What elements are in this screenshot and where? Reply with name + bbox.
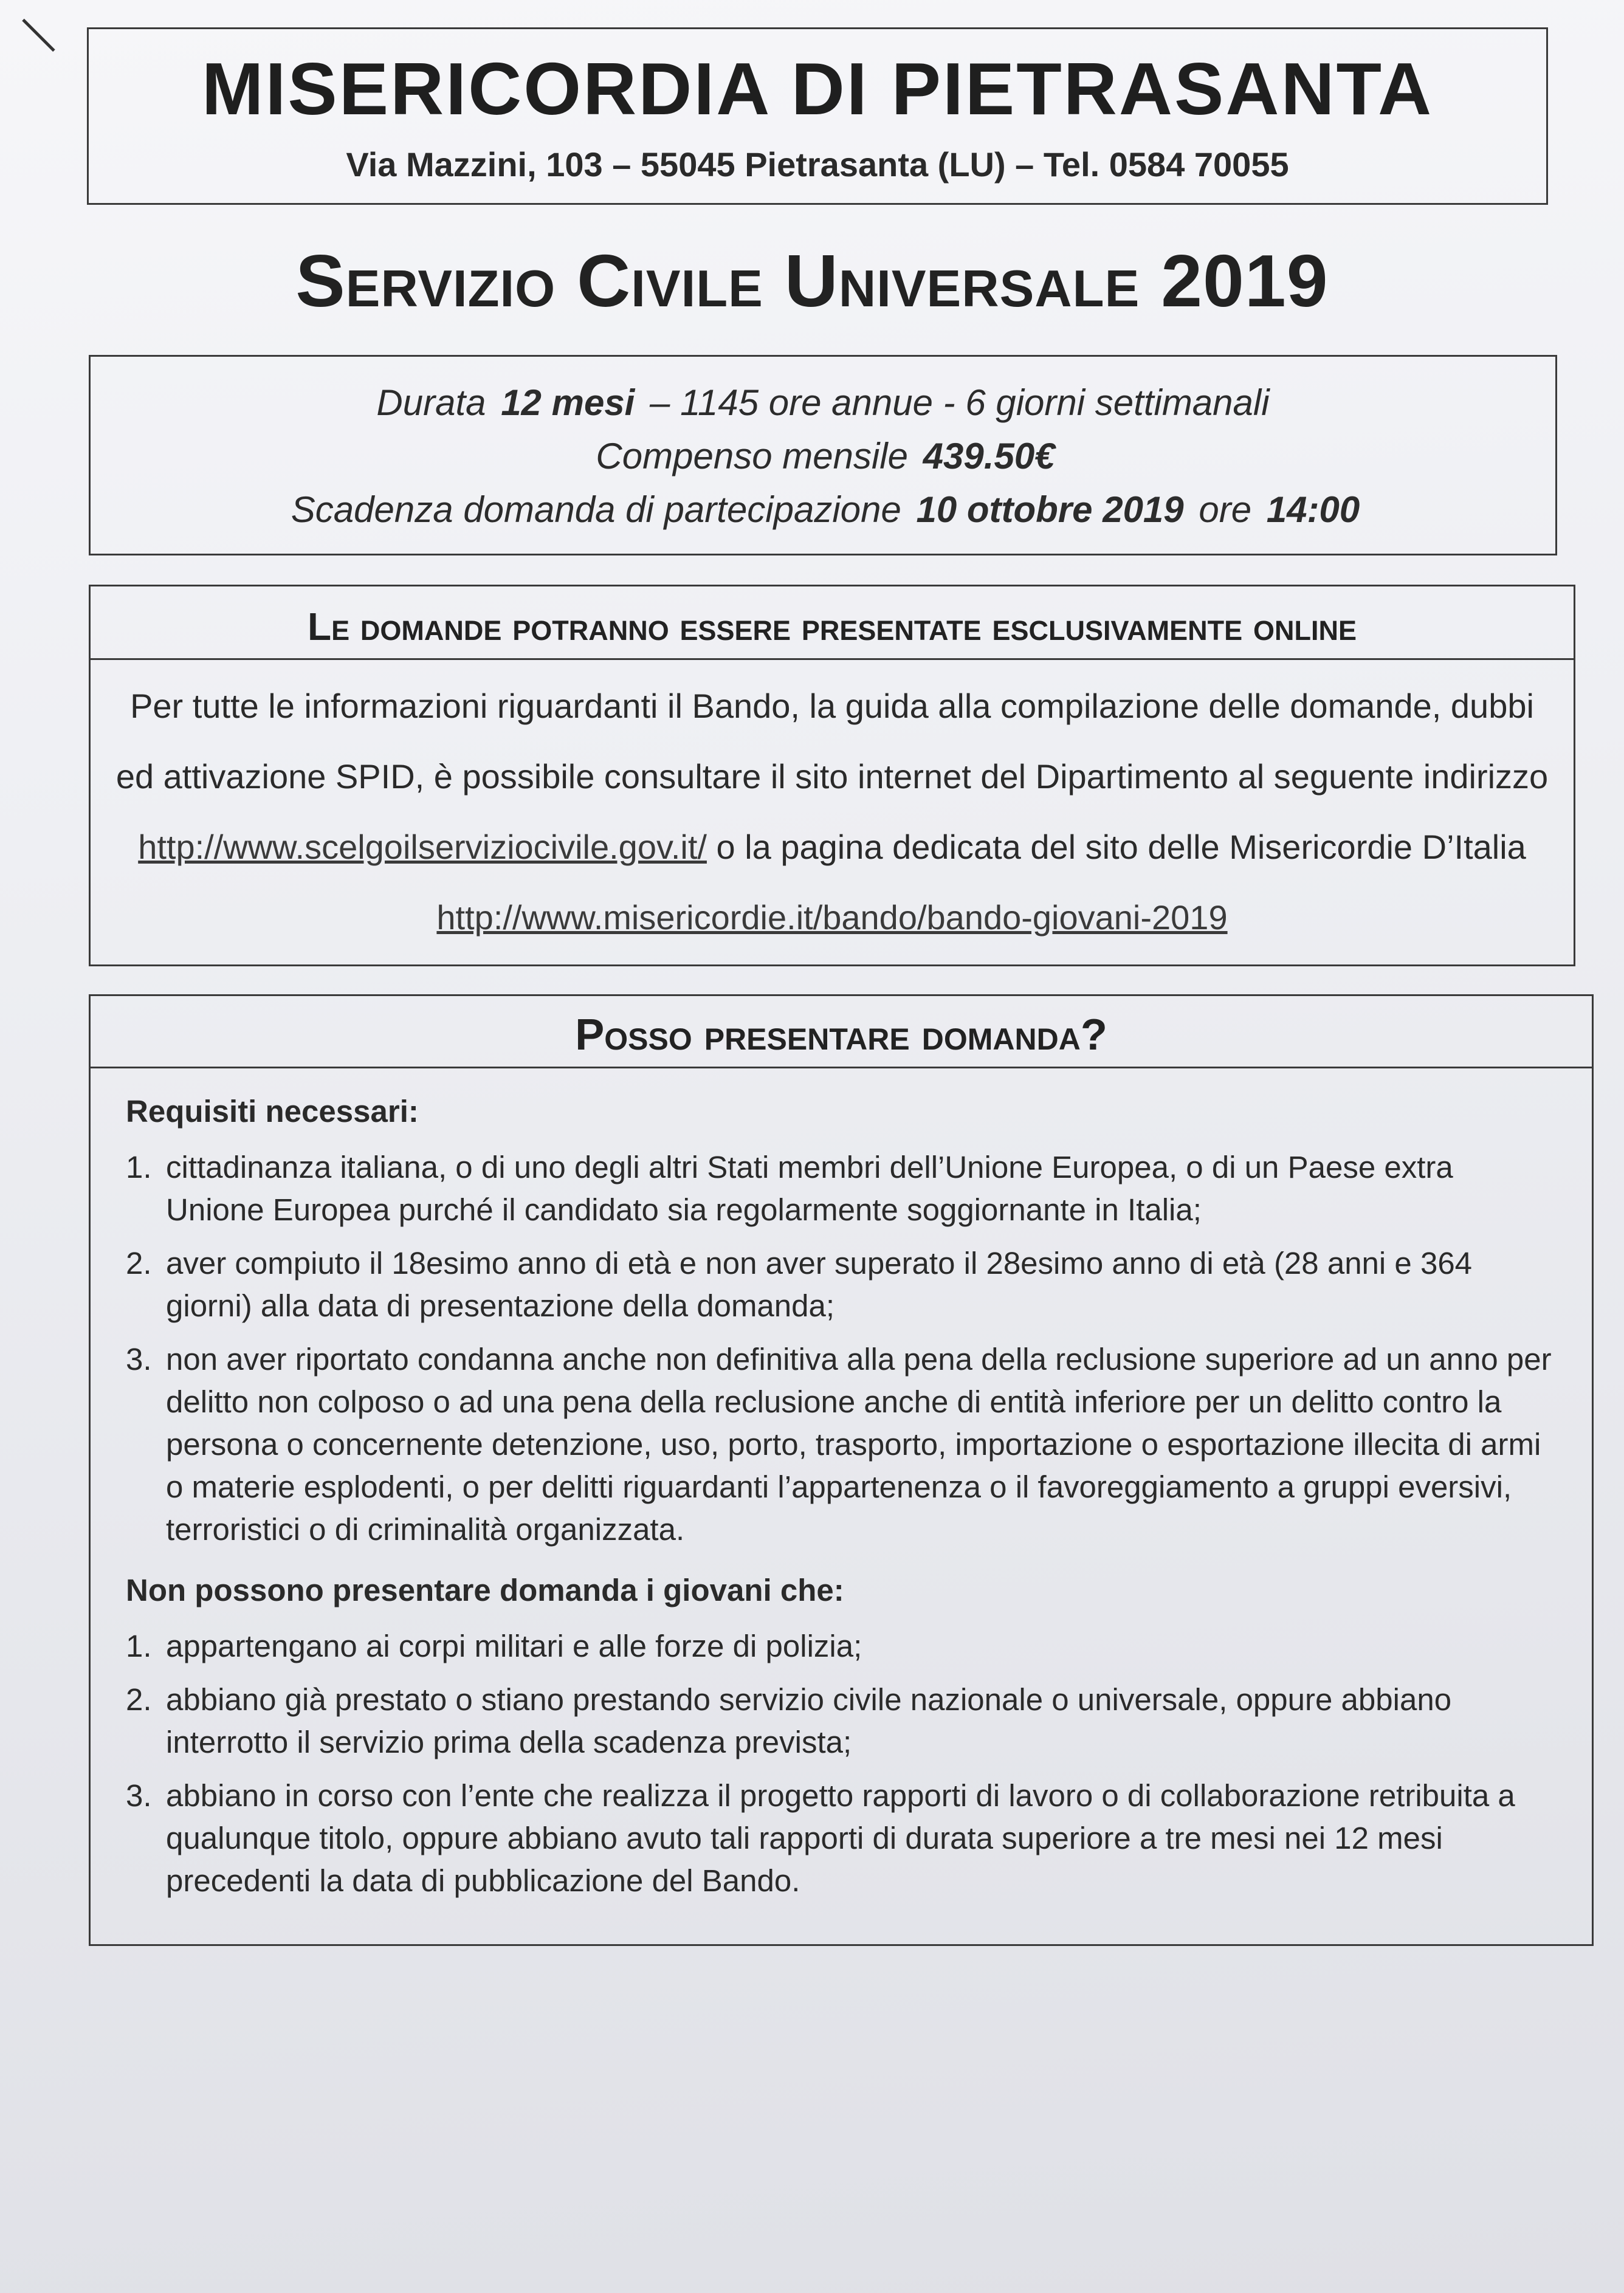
list-item-number: 2. — [126, 1682, 152, 1717]
scadenza-line — [91, 483, 1555, 537]
list-item-number: 2. — [126, 1246, 152, 1281]
posso-heading: Posso presentare domanda? — [91, 996, 1592, 1068]
esclusi-list — [126, 1625, 1555, 1902]
info-box — [89, 355, 1557, 555]
link-misericordie-bando[interactable]: http://www.misericordie.it/bando/bando-giovani-2019 — [436, 898, 1228, 937]
list-item-number: 1. — [126, 1629, 152, 1663]
requisiti-label: Requisiti necessari: — [126, 1094, 419, 1129]
list-item-number: 3. — [126, 1342, 152, 1377]
posso-body — [91, 1068, 1592, 1902]
list-item — [126, 1625, 1555, 1668]
durata-label: Durata — [376, 382, 497, 423]
compenso-value: 439.50€ — [923, 436, 1055, 476]
list-item-text: abbiano già prestato o stiano prestando servizio civile nazionale o universale, oppure abbiano interrotto il servizio prima della scadenza prevista; — [166, 1682, 1452, 1759]
list-item-text: aver compiuto il 18esimo anno di età e non aver superato il 28esimo anno di età (28 anni e 364 giorni) alla data di presentazione della domanda; — [166, 1246, 1473, 1323]
scadenza-time: 14:00 — [1266, 489, 1360, 530]
compenso-line — [91, 430, 1555, 483]
posso-box — [89, 994, 1594, 1946]
online-body — [91, 660, 1574, 953]
esclusi-label: Non possono presentare domanda i giovani che: — [126, 1573, 844, 1607]
online-text-2: o la pagina dedicata del sito delle Misericordie D’Italia — [716, 828, 1526, 866]
requisiti-list — [126, 1146, 1555, 1551]
list-item-text: appartengano ai corpi militari e alle forze di polizia; — [166, 1629, 862, 1663]
list-item-number: 1. — [126, 1150, 152, 1184]
list-item-text: abbiano in corso con l’ente che realizza il progetto rapporti di lavoro o di collaborazione retribuita a qualunque titolo, oppure abbiano avuto tali rapporti di durata superiore a tre mesi nei 12 mesi precedenti la data di pubblicazione del Bando. — [166, 1778, 1515, 1898]
page-title: Servizio Civile Universale 2019 — [295, 239, 1329, 322]
org-address: Via Mazzini, 103 – 55045 Pietrasanta (LU) – Tel. 0584 70055 — [346, 145, 1289, 184]
online-box — [89, 585, 1575, 966]
org-name: MISERICORDIA DI PIETRASANTA — [201, 47, 1434, 130]
list-item-number: 3. — [126, 1778, 152, 1813]
durata-line — [91, 376, 1555, 430]
list-item — [126, 1338, 1555, 1551]
pen-mark — [22, 19, 55, 52]
online-text-1: Per tutte le informazioni riguardanti il Bando, la guida alla compilazione delle domande, dubbi ed attivazione SPID, è possibile consultare il sito internet del Dipartimento al seguente indirizzo — [115, 687, 1549, 796]
header-box — [87, 27, 1548, 205]
scadenza-ore: ore — [1199, 489, 1262, 530]
durata-value: 12 mesi — [501, 382, 645, 423]
scadenza-date: 10 ottobre 2019 — [916, 489, 1194, 530]
list-item — [126, 1679, 1555, 1764]
link-scelgoilserviziocivile[interactable]: http://www.scelgoilserviziocivile.gov.it/ — [138, 828, 707, 866]
scadenza-label: Scadenza domanda di partecipazione — [291, 489, 912, 530]
durata-rest: – 1145 ore annue - 6 giorni settimanali — [650, 382, 1270, 423]
online-heading: Le domande potranno essere presentate esclusivamente online — [91, 586, 1574, 660]
list-item — [126, 1242, 1555, 1327]
list-item — [126, 1146, 1555, 1231]
compenso-label: Compenso mensile — [596, 436, 918, 476]
list-item — [126, 1775, 1555, 1902]
list-item-text: non aver riportato condanna anche non definitiva alla pena della reclusione superiore ad un anno per delitto non colposo o ad una pena della reclusione anche di entità inferiore per un delitto contro la persona o concernente detenzione, uso, porto, trasporto, importazione o esportazione illecita di armi o materie esplodenti, o per delitti riguardanti l’appartenenza o il favoreggiamento a gruppi eversivi, terroristici o di criminalità organizzata. — [166, 1342, 1552, 1547]
list-item-text: cittadinanza italiana, o di uno degli altri Stati membri dell’Unione Europea, o di un Paese extra Unione Europea purché il candidato sia regolarmente soggiornante in Italia; — [166, 1150, 1453, 1227]
